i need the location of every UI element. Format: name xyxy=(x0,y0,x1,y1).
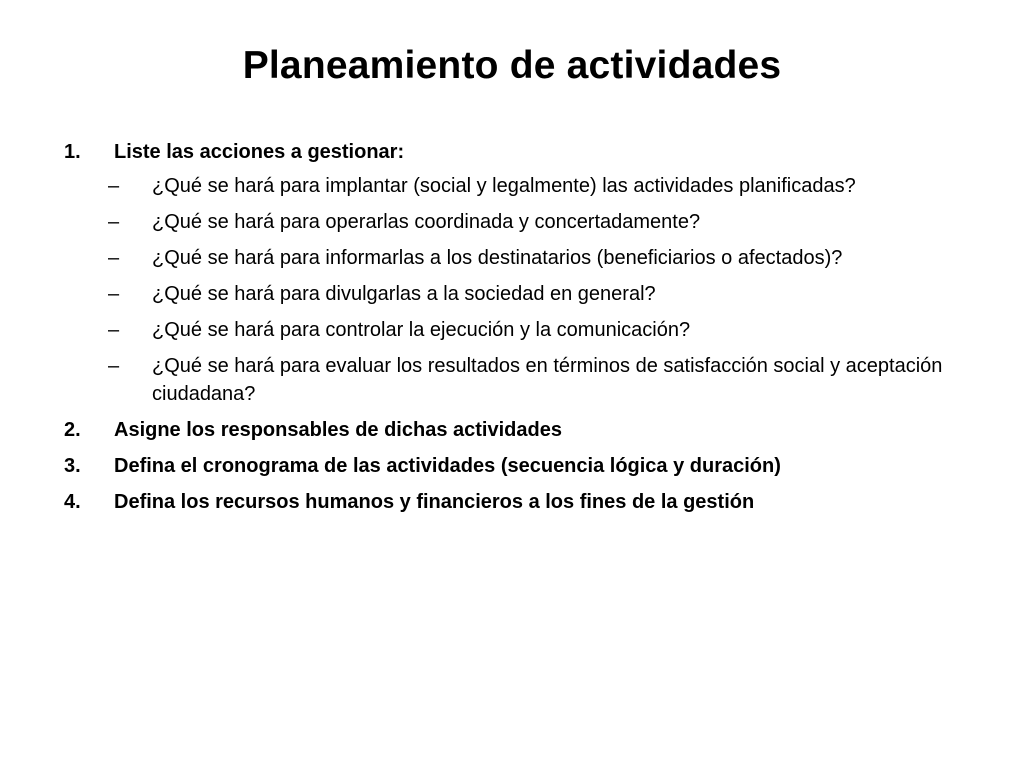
item-number: 1. xyxy=(64,141,81,163)
list-item-2 xyxy=(64,416,974,444)
item-text: Liste las acciones a gestionar: xyxy=(114,141,405,163)
sub-item-text: ¿Qué se hará para evaluar los resultados en términos de satisfacción social y aceptación ciudadana? xyxy=(152,355,943,405)
list-item-1 xyxy=(64,138,974,408)
item-number: 3. xyxy=(64,455,81,477)
sub-item-text: ¿Qué se hará para operarlas coordinada y concertadamente? xyxy=(152,211,701,233)
sub-item xyxy=(108,208,968,236)
sub-item-text: ¿Qué se hará para informarlas a los destinatarios (beneficiarios o afectados)? xyxy=(152,247,843,269)
dash-bullet: – xyxy=(108,247,120,269)
item-number: 4. xyxy=(64,491,81,513)
dash-bullet: – xyxy=(108,211,120,233)
dash-bullet: – xyxy=(108,319,120,341)
list-item-3 xyxy=(64,452,974,480)
dash-bullet: – xyxy=(108,283,120,305)
sub-item xyxy=(108,352,968,408)
dash-bullet: – xyxy=(108,175,120,197)
item-text: Defina el cronograma de las actividades (secuencia lógica y duración) xyxy=(114,455,781,477)
item-text: Asigne los responsables de dichas actividades xyxy=(114,419,562,441)
item-text: Defina los recursos humanos y financieros a los fines de la gestión xyxy=(114,491,755,513)
dash-bullet: – xyxy=(108,355,120,377)
sub-item xyxy=(108,244,968,272)
sub-item-text: ¿Qué se hará para controlar la ejecución y la comunicación? xyxy=(152,319,691,341)
sub-item-text: ¿Qué se hará para implantar (social y legalmente) las actividades planificadas? xyxy=(152,175,856,197)
sub-item xyxy=(108,172,968,200)
slide-content xyxy=(64,138,974,524)
sub-list xyxy=(108,172,974,408)
list-item-4 xyxy=(64,488,974,516)
sub-item xyxy=(108,316,968,344)
item-number: 2. xyxy=(64,419,81,441)
slide-title: Planeamiento de actividades xyxy=(242,44,782,87)
sub-item xyxy=(108,280,968,308)
sub-item-text: ¿Qué se hará para divulgarlas a la sociedad en general? xyxy=(152,283,656,305)
